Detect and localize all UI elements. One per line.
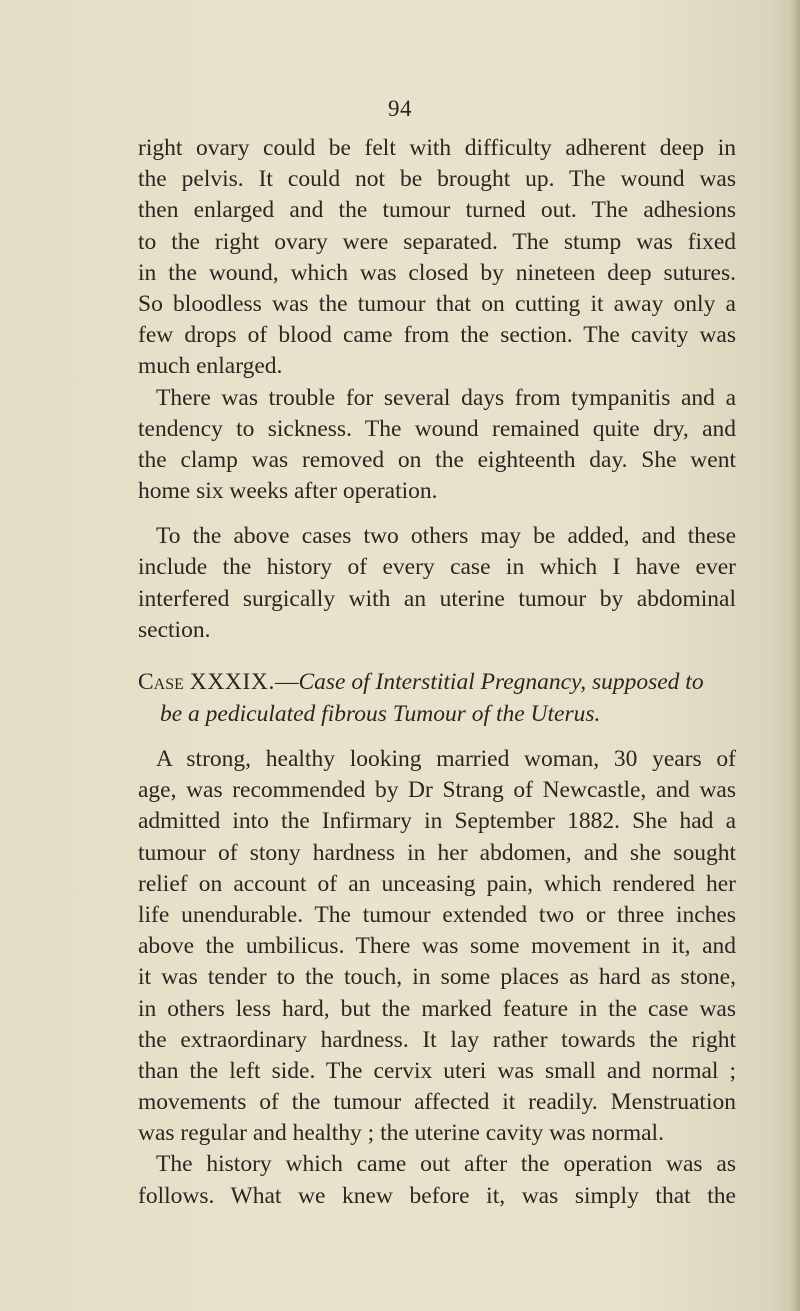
- case-heading-line-2: [138, 698, 736, 730]
- case-label: Case: [138, 669, 184, 695]
- text-line: the clamp was removed on the eighteenth day. She went: [138, 446, 736, 473]
- text-line: much enlarged.: [138, 353, 283, 380]
- paragraph-5: [138, 1149, 736, 1211]
- text-line: To the above cases two others may be added, and these: [156, 523, 736, 550]
- text-line: A strong, healthy looking married woman, 30 years of: [156, 746, 736, 772]
- paragraph-2: [138, 383, 736, 508]
- text-line: The history which came out after the operation was as: [156, 1151, 736, 1178]
- case-number: XXXIX.: [189, 669, 275, 695]
- text-line: right ovary could be felt with difficulty adherent deep in: [138, 135, 736, 161]
- text-line: it was tender to the touch, in some places as hard as stone,: [138, 964, 736, 991]
- case-heading-line-1: [138, 666, 736, 698]
- case-title-line-1: Case of Interstitial Pregnancy, supposed to: [298, 669, 704, 695]
- text-line: There was trouble for several days from tympanitis and a: [156, 384, 736, 411]
- paragraph-1: [138, 133, 736, 383]
- text-line: movements of the tumour affected it readily. Menstruation: [138, 1089, 736, 1116]
- text-line: follows. What we knew before it, was simply that the: [138, 1182, 736, 1209]
- text-line: interfered surgically with an uterine tumour by abdominal: [138, 585, 736, 612]
- paragraph-4: [138, 744, 736, 1149]
- text-line: above the umbilicus. There was some movement in it, and: [138, 933, 736, 960]
- text-line: then enlarged and the tumour turned out. The adhesions: [138, 197, 736, 224]
- text-line: admitted into the Infirmary in September 1882. She had a: [138, 808, 736, 835]
- text-line: So bloodless was the tumour that on cutting it away only a: [138, 290, 736, 317]
- text-line: include the history of every case in which I have ever: [138, 554, 736, 581]
- paragraph-gap: [138, 507, 736, 521]
- page-edge-shadow: [790, 0, 800, 1311]
- text-line: the extraordinary hardness. It lay rather towards the right: [138, 1026, 736, 1053]
- case-title-line-2: be a pediculated fibrous Tumour of the Uterus.: [160, 701, 601, 727]
- text-line: section.: [138, 616, 211, 643]
- text-line: was regular and healthy ; the uterine cavity was normal.: [138, 1120, 664, 1147]
- text-line: in others less hard, but the marked feature in the case was: [138, 995, 736, 1022]
- case-heading: [138, 666, 736, 730]
- text-line: relief on account of an unceasing pain, which rendered her: [138, 870, 736, 897]
- text-line: tumour of stony hardness in her abdomen, and she sought: [138, 839, 736, 866]
- paragraph-gap: [138, 730, 736, 744]
- text-line: home six weeks after operation.: [138, 478, 438, 505]
- body-text: [138, 133, 736, 1212]
- text-line: tendency to sickness. The wound remained quite dry, and: [138, 415, 736, 442]
- paragraph-gap: [138, 646, 736, 666]
- text-line: the pelvis. It could not be brought up. The wound was: [138, 166, 736, 193]
- text-line: age, was recommended by Dr Strang of Newcastle, and was: [138, 777, 736, 804]
- text-line: than the left side. The cervix uteri was small and normal ;: [138, 1057, 736, 1084]
- paragraph-3: [138, 521, 736, 646]
- text-line: few drops of blood came from the section. The cavity was: [138, 322, 736, 349]
- page-number: 94: [388, 96, 412, 121]
- text-line: life unendurable. The tumour extended two or three inches: [138, 901, 736, 928]
- text-line: in the wound, which was closed by nineteen deep sutures.: [138, 259, 736, 286]
- case-dash: —: [274, 669, 299, 695]
- text-line: to the right ovary were separated. The stump was fixed: [138, 228, 736, 255]
